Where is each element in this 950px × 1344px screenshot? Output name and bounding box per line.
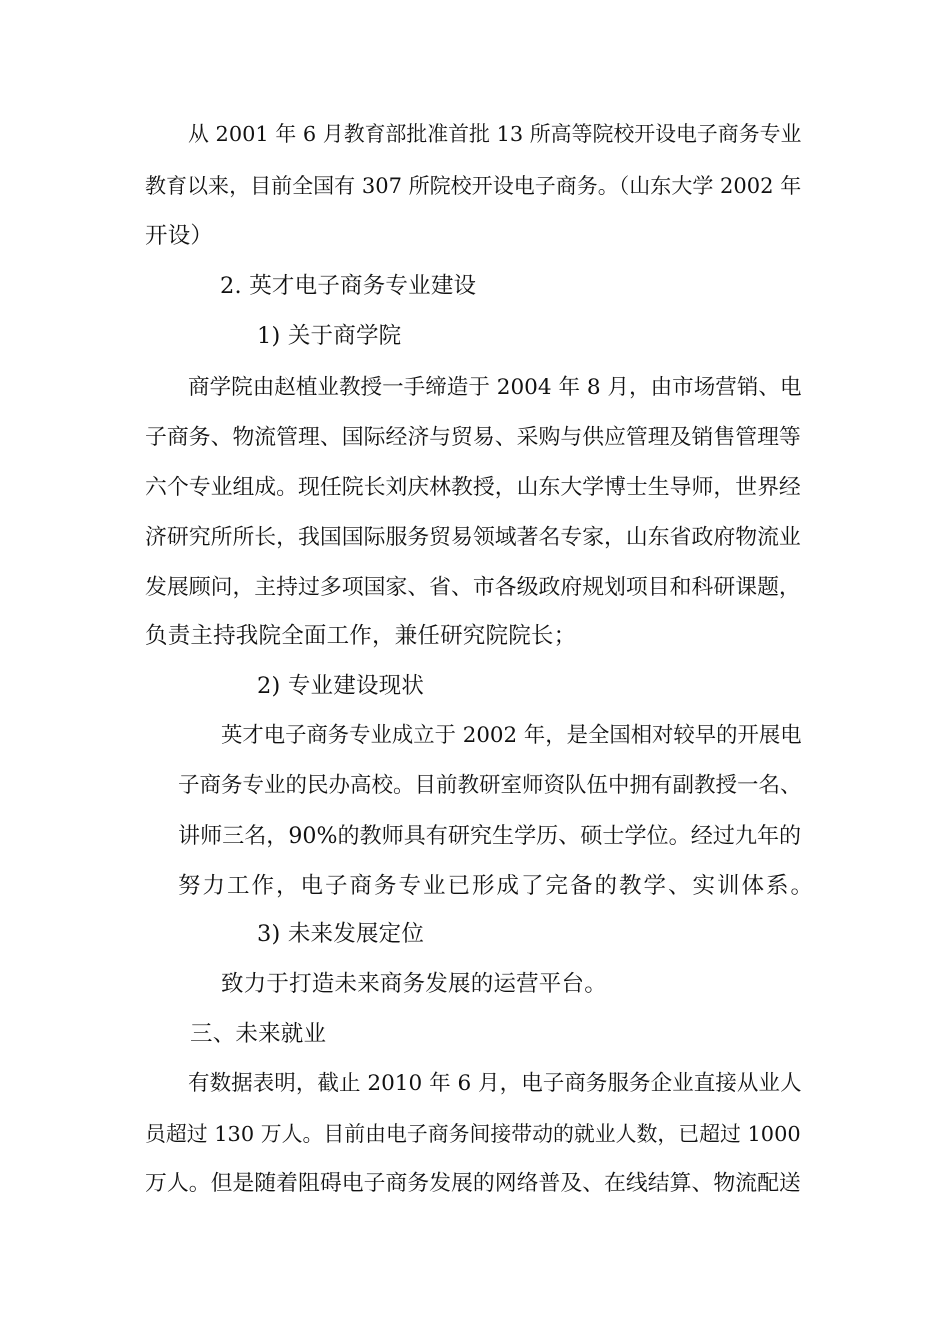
- paragraph-school-line-1: 商学院由赵植业教授一手缔造于 2004 年 8 月，由市场营销、电: [188, 375, 802, 400]
- subsection-1-heading: 1) 关于商学院: [257, 323, 402, 349]
- subsection-2-heading: 2) 专业建设现状: [257, 673, 425, 699]
- section-3-heading: 三、未来就业: [190, 1021, 327, 1047]
- section-2-heading: 2. 英才电子商务专业建设: [220, 273, 477, 299]
- paragraph-status-line-4: 努力工作，电子商务专业已形成了完备的教学、实训体系。: [178, 873, 815, 899]
- paragraph-school-line-4: 济研究所所长，我国国际服务贸易领域著名专家，山东省政府物流业: [145, 525, 801, 550]
- paragraph-school-line-6: 负责主持我院全面工作，兼任研究院院长；: [145, 623, 577, 649]
- paragraph-intro-line-2: 教育以来，目前全国有 307 所院校开设电子商务。（山东大学 2002 年: [145, 173, 802, 198]
- paragraph-employment-line-3: 万人。但是随着阻碍电子商务发展的网络普及、在线结算、物流配送: [145, 1171, 801, 1196]
- paragraph-intro-line-1: 从 2001 年 6 月教育部批准首批 13 所高等院校开设电子商务专业: [188, 122, 802, 146]
- paragraph-school-line-5: 发展顾问，主持过多项国家、省、市各级政府规划项目和科研课题，: [145, 575, 801, 600]
- paragraph-employment-line-1: 有数据表明，截止 2010 年 6 月，电子商务服务企业直接从业人: [188, 1071, 802, 1096]
- paragraph-status-line-1: 英才电子商务专业成立于 2002 年，是全国相对较早的开展电: [221, 723, 802, 748]
- paragraph-employment-line-2: 员超过 130 万人。目前由电子商务间接带动的就业人数，已超过 1000: [145, 1122, 801, 1146]
- paragraph-status-line-2: 子商务专业的民办高校。目前教研室师资队伍中拥有副教授一名、: [178, 773, 802, 798]
- paragraph-school-line-2: 子商务、物流管理、国际经济与贸易、采购与供应管理及销售管理等: [145, 425, 801, 450]
- paragraph-status-line-3: 讲师三名，90%的教师具有研究生学历、硕士学位。经过九年的: [178, 823, 802, 849]
- paragraph-school-line-3: 六个专业组成。现任院长刘庆林教授，山东大学博士生导师，世界经: [145, 475, 801, 500]
- subsection-3-heading: 3) 未来发展定位: [257, 921, 425, 947]
- paragraph-future: 致力于打造未来商务发展的运营平台。: [221, 971, 607, 997]
- paragraph-intro-line-3: 开设）: [145, 223, 214, 249]
